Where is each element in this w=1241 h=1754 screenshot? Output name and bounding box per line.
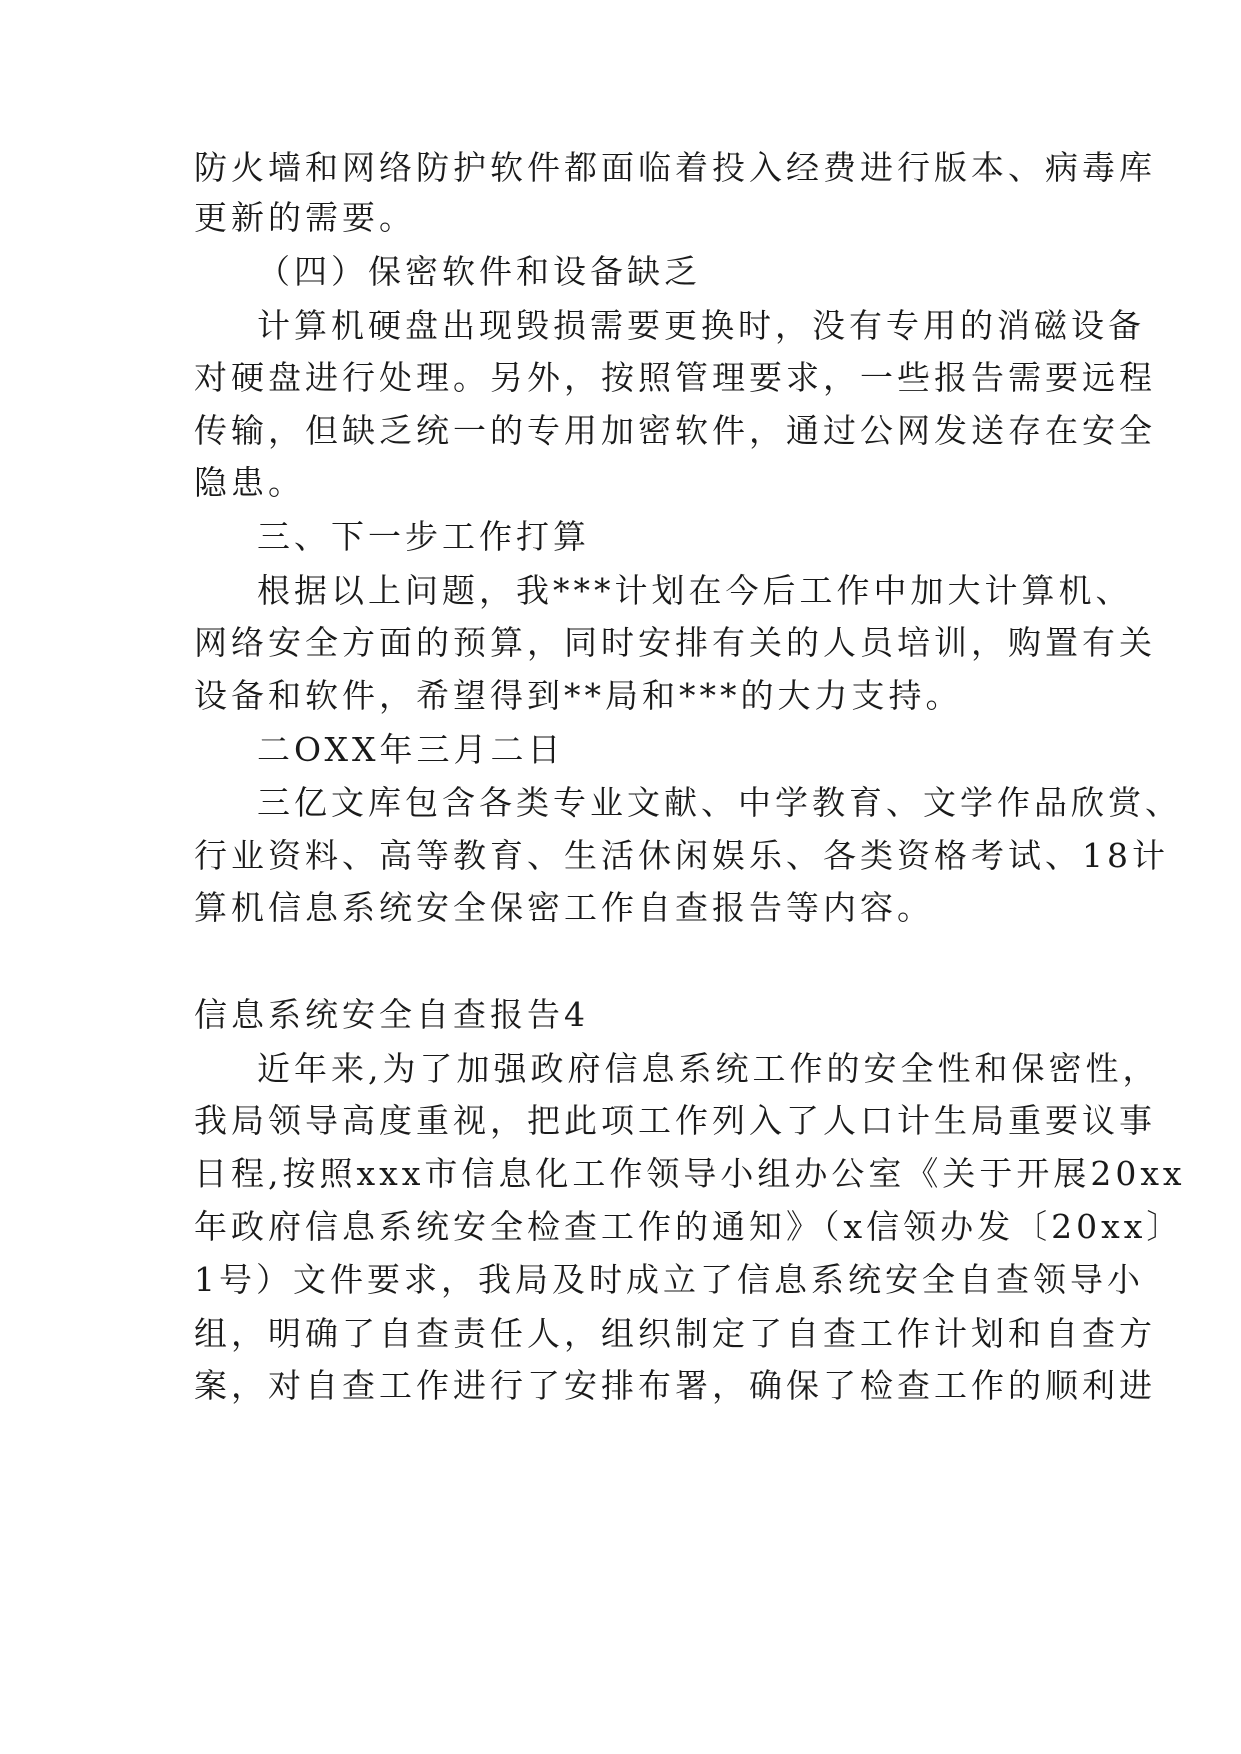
paragraph-line: 防火墙和网络防护软件都面临着投入经费进行版本、病毒库 — [194, 148, 1156, 187]
paragraph-line: 我局领导高度重视，把此项工作列入了人口计生局重要议事 — [194, 1101, 1156, 1140]
date-line: 二OXX年三月二日 — [257, 730, 565, 769]
paragraph-line: 根据以上问题，我***计划在今后工作中加大计算机、 — [257, 571, 1133, 610]
paragraph-line: 计算机硬盘出现毁损需要更换时，没有专用的消磁设备 — [257, 306, 1145, 345]
paragraph-line: 组，明确了自查责任人，组织制定了自查工作计划和自查方 — [194, 1314, 1156, 1353]
paragraph-line: 近年来,为了加强政府信息系统工作的安全性和保密性， — [257, 1049, 1160, 1088]
paragraph-line: 网络安全方面的预算，同时安排有关的人员培训，购置有关 — [194, 623, 1156, 662]
paragraph-line: 对硬盘进行处理。另外，按照管理要求，一些报告需要远程 — [194, 358, 1156, 397]
paragraph-line: 案，对自查工作进行了安排布署，确保了检查工作的顺利进 — [194, 1366, 1156, 1405]
paragraph-line: 隐患。 — [194, 463, 305, 502]
paragraph-line: 三亿文库包含各类专业文献、中学教育、文学作品欣赏、 — [257, 783, 1182, 822]
document-title: 信息系统安全自查报告4 — [194, 995, 589, 1034]
paragraph-line: 日程,按照xxx市信息化工作领导小组办公室《关于开展20xx — [194, 1154, 1186, 1193]
paragraph-line: 算机信息系统安全保密工作自查报告等内容。 — [194, 888, 934, 927]
section-heading: 三、下一步工作打算 — [257, 517, 590, 556]
paragraph-line: 传输，但缺乏统一的专用加密软件，通过公网发送存在安全 — [194, 411, 1156, 450]
paragraph-line: 行业资料、高等教育、生活休闲娱乐、各类资格考试、18计 — [194, 836, 1169, 875]
paragraph-line: 年政府信息系统安全检查工作的通知》（x信领办发〔20xx〕 — [194, 1207, 1184, 1246]
paragraph-line: 更新的需要。 — [194, 198, 416, 237]
section-heading: （四）保密软件和设备缺乏 — [257, 252, 701, 291]
paragraph-line: 设备和软件，希望得到**局和***的大力支持。 — [194, 676, 963, 715]
paragraph-line: 1号）文件要求，我局及时成立了信息系统安全自查领导小 — [194, 1260, 1144, 1299]
